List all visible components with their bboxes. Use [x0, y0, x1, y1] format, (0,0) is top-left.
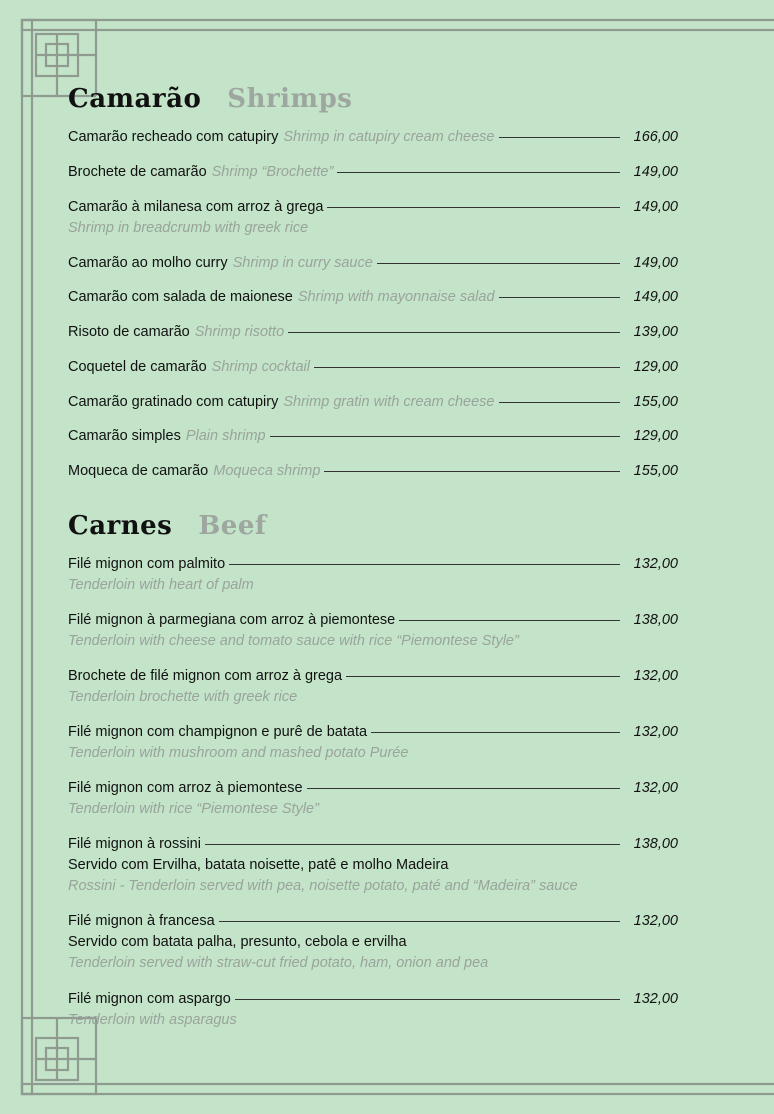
item-name-en: Shrimp risotto [194, 324, 285, 340]
dotted-leader [270, 436, 620, 437]
item-name-en: Shrimp in catupiry cream cheese [283, 129, 495, 145]
item-price: 149,00 [633, 289, 678, 305]
section-title-beef [68, 511, 267, 541]
menu-item [68, 287, 678, 308]
item-name-en: Shrimp in curry sauce [232, 255, 373, 271]
menu-item [68, 778, 678, 820]
item-name-en: Plain shrimp [185, 428, 266, 444]
dotted-leader [327, 207, 620, 208]
dotted-leader [377, 263, 620, 264]
dotted-leader [307, 788, 620, 789]
item-name: Filé mignon à parmegiana com arroz à piemontese [68, 612, 396, 628]
menu-item [68, 162, 678, 183]
item-price: 139,00 [633, 324, 678, 340]
menu-item [68, 426, 678, 447]
item-name: Camarão gratinado com catupiry [68, 394, 279, 410]
item-name: Camarão ao molho curry [68, 255, 228, 271]
item-description: Servido com batata palha, presunto, cebola e ervilha [68, 934, 407, 950]
item-description-en: Tenderloin with rice “Piemontese Style” [68, 801, 319, 817]
item-name: Filé mignon à francesa [68, 913, 215, 929]
section-title-en: Beef [198, 511, 267, 541]
menu-item [68, 461, 678, 482]
item-name: Camarão à milanesa com arroz à grega [68, 199, 324, 215]
menu-item [68, 554, 678, 596]
menu-item [68, 197, 678, 239]
section-title-pt: Camarão [68, 84, 202, 114]
item-price: 138,00 [633, 612, 678, 628]
item-price: 129,00 [633, 359, 678, 375]
item-name-en: Moqueca shrimp [213, 463, 321, 479]
item-description-en: Shrimp in breadcrumb with greek rice [68, 220, 309, 236]
item-description-en: Tenderloin with mushroom and mashed potato Purée [68, 745, 409, 761]
item-name: Camarão simples [68, 428, 181, 444]
menu-item [68, 253, 678, 274]
item-name: Coquetel de camarão [68, 359, 207, 375]
menu-item [68, 610, 678, 652]
dotted-leader [205, 844, 620, 845]
dotted-leader [499, 137, 620, 138]
dotted-leader [229, 564, 620, 565]
item-description-en: Rossini - Tenderloin served with pea, noisette potato, paté and “Madeira” sauce [68, 878, 578, 894]
dotted-leader [337, 172, 620, 173]
item-name: Brochete de filé mignon com arroz à grega [68, 668, 343, 684]
item-price: 149,00 [633, 164, 678, 180]
menu-item [68, 911, 678, 974]
dotted-leader [314, 367, 620, 368]
item-price: 129,00 [633, 428, 678, 444]
item-name-en: Shrimp “Brochette” [211, 164, 334, 180]
section-title-pt: Carnes [68, 511, 173, 541]
item-name: Camarão com salada de maionese [68, 289, 293, 305]
item-price: 155,00 [633, 463, 678, 479]
item-name: Risoto de camarão [68, 324, 190, 340]
menu-item [68, 322, 678, 343]
item-name: Brochete de camarão [68, 164, 207, 180]
item-description-en: Tenderloin served with straw-cut fried potato, ham, onion and pea [68, 955, 489, 971]
menu-item [68, 989, 678, 1031]
item-name: Camarão recheado com catupiry [68, 129, 279, 145]
item-price: 132,00 [633, 668, 678, 684]
dotted-leader [399, 620, 620, 621]
menu-item [68, 357, 678, 378]
item-description-en: Tenderloin with heart of palm [68, 577, 254, 593]
item-price: 132,00 [633, 724, 678, 740]
item-name: Filé mignon à rossini [68, 836, 201, 852]
item-description-en: Tenderloin with cheese and tomato sauce with rice “Piemontese Style” [68, 633, 519, 649]
item-name: Filé mignon com champignon e purê de batata [68, 724, 368, 740]
section-title-shrimps [68, 84, 352, 114]
item-name-en: Shrimp with mayonnaise salad [297, 289, 495, 305]
item-description-en: Tenderloin brochette with greek rice [68, 689, 298, 705]
item-name: Filé mignon com aspargo [68, 991, 231, 1007]
item-name: Moqueca de camarão [68, 463, 209, 479]
dotted-leader [288, 332, 620, 333]
dotted-leader [219, 921, 620, 922]
item-price: 149,00 [633, 199, 678, 215]
dotted-leader [499, 297, 620, 298]
item-price: 132,00 [633, 780, 678, 796]
item-price: 132,00 [633, 556, 678, 572]
menu-item [68, 392, 678, 413]
item-name-en: Shrimp gratin with cream cheese [283, 394, 495, 410]
dotted-leader [499, 402, 620, 403]
item-price: 132,00 [633, 991, 678, 1007]
item-description: Servido com Ervilha, batata noisette, patê e molho Madeira [68, 857, 449, 873]
dotted-leader [235, 999, 620, 1000]
dotted-leader [324, 471, 620, 472]
menu-item [68, 127, 678, 148]
section-title-en: Shrimps [227, 84, 353, 114]
dotted-leader [346, 676, 620, 677]
item-name-en: Shrimp cocktail [211, 359, 310, 375]
item-name: Filé mignon com arroz à piemontese [68, 780, 303, 796]
item-price: 132,00 [633, 913, 678, 929]
item-price: 155,00 [633, 394, 678, 410]
item-price: 149,00 [633, 255, 678, 271]
menu-item [68, 834, 678, 897]
menu-item [68, 666, 678, 708]
dotted-leader [371, 732, 620, 733]
menu-item [68, 722, 678, 764]
item-name: Filé mignon com palmito [68, 556, 226, 572]
item-description-en: Tenderloin with asparagus [68, 1012, 237, 1028]
item-price: 166,00 [633, 129, 678, 145]
item-price: 138,00 [633, 836, 678, 852]
